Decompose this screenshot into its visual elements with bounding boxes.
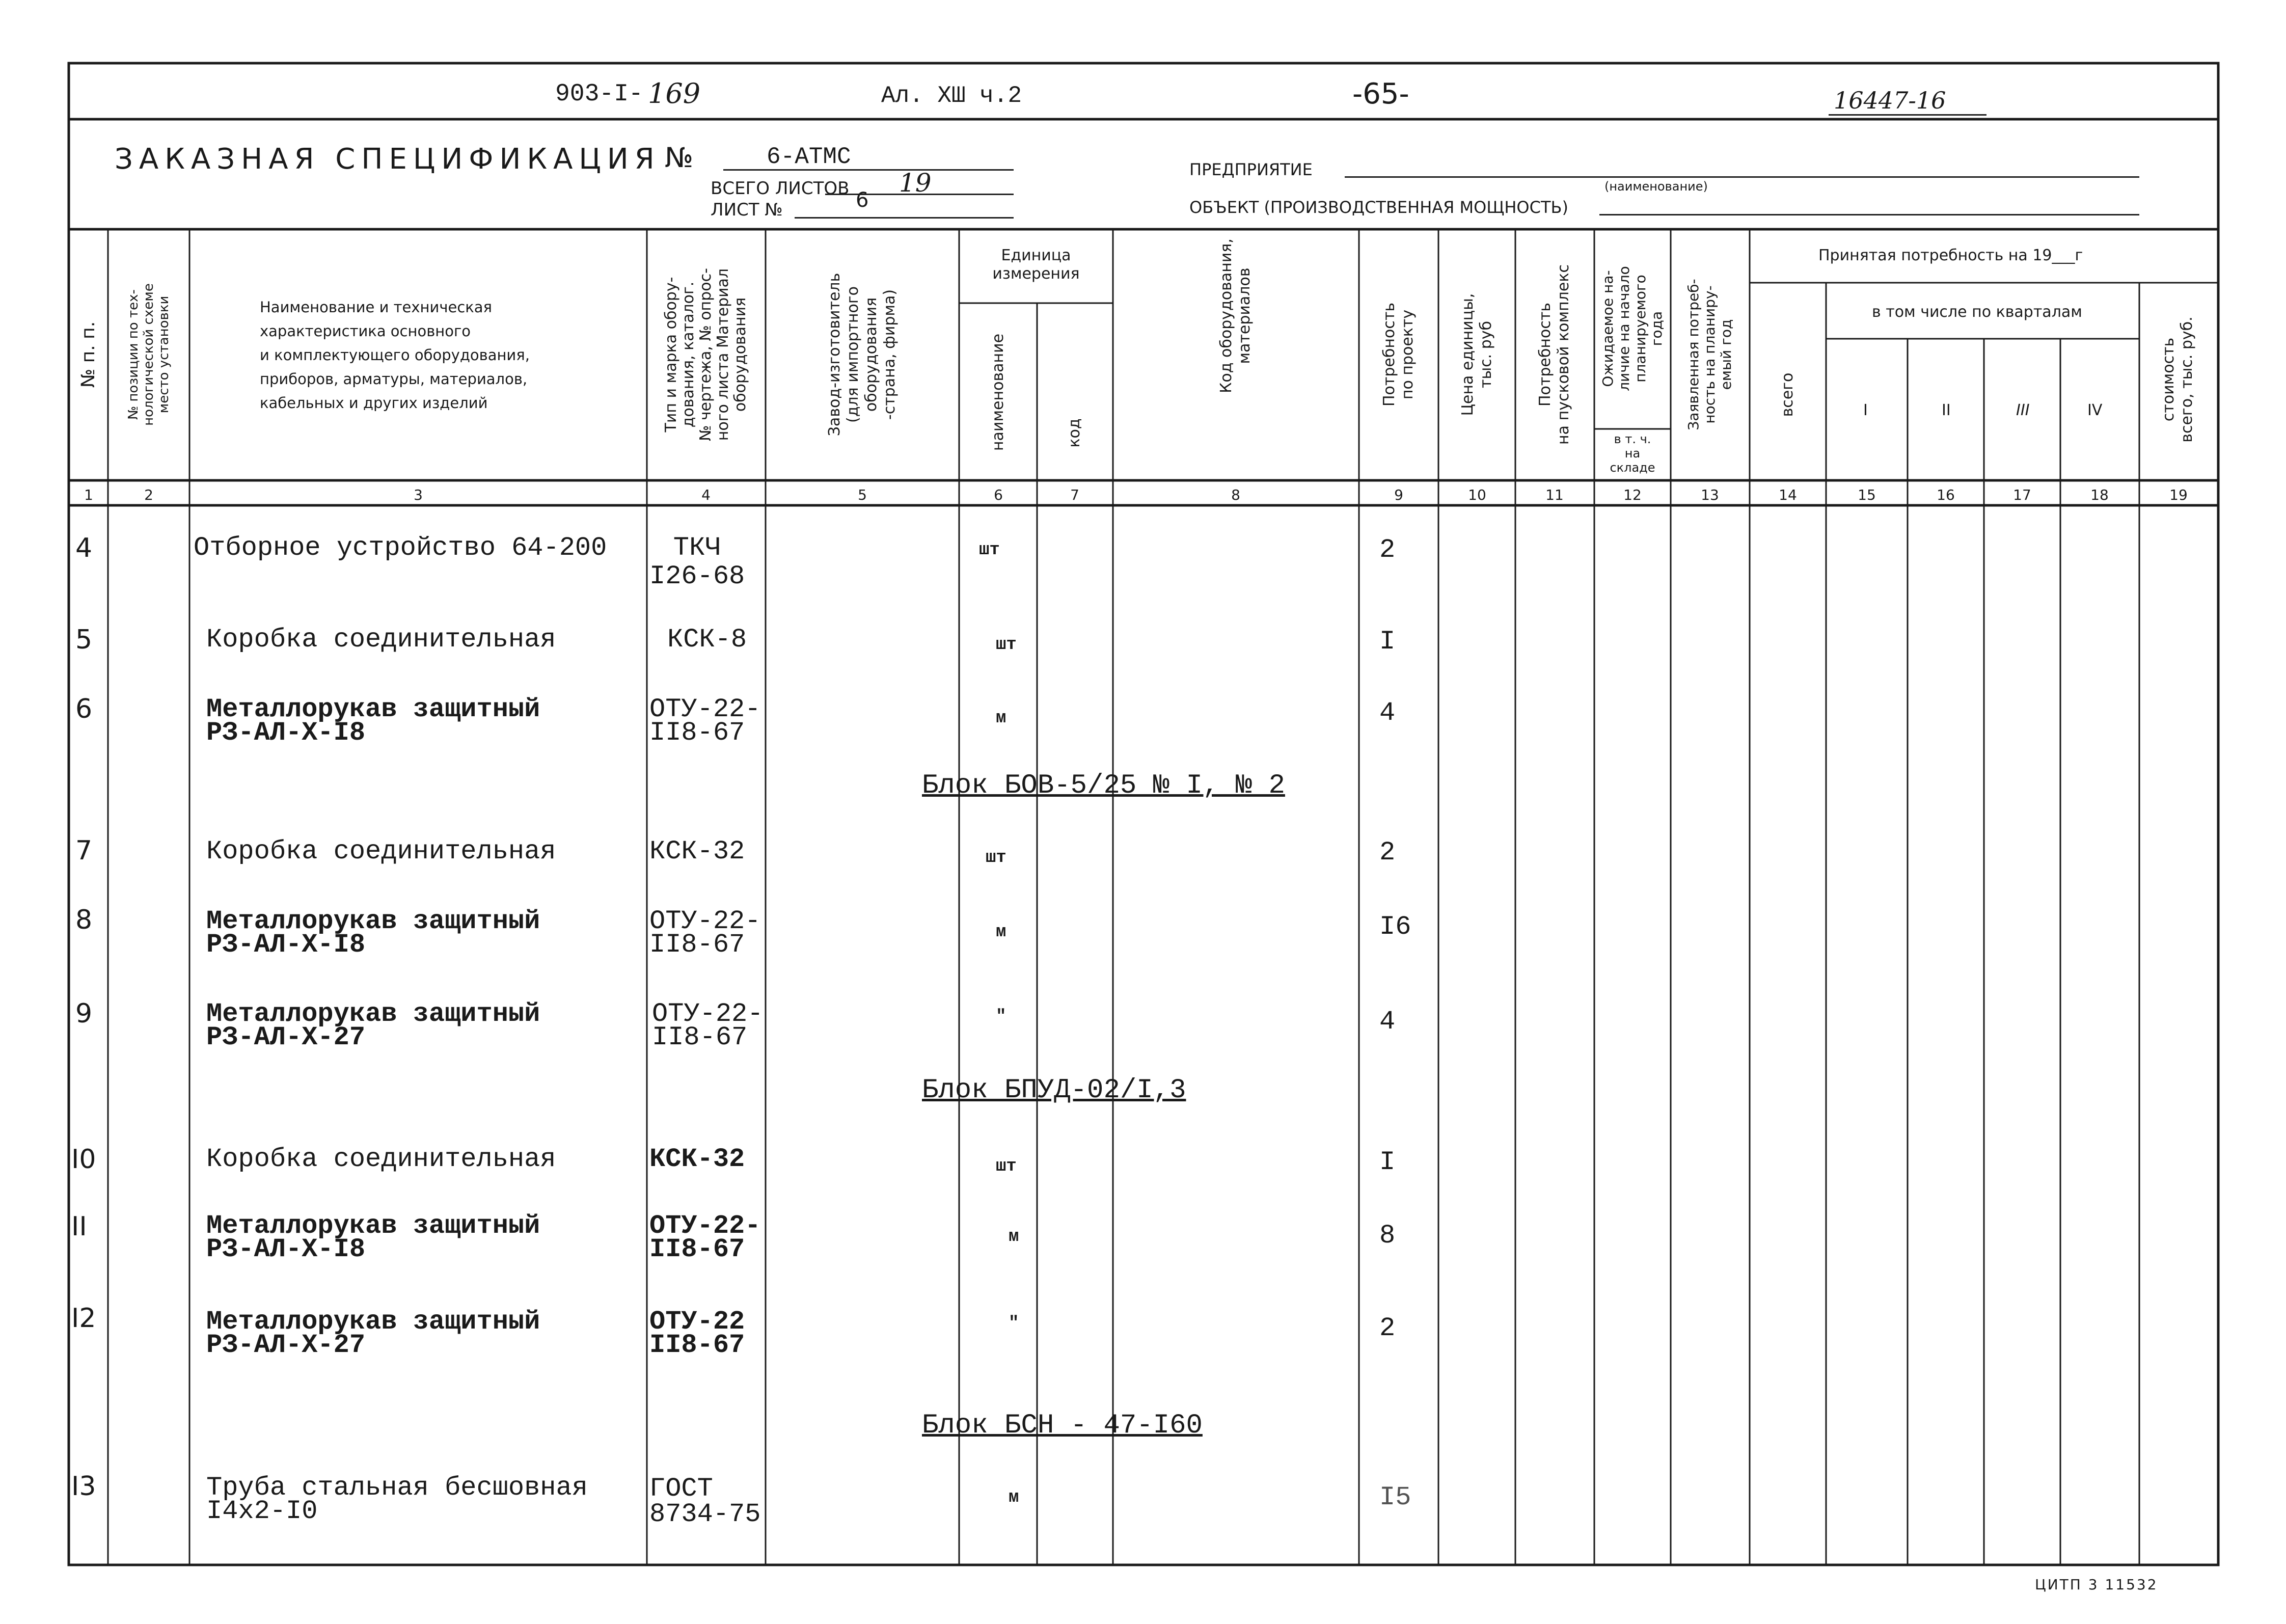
col-7-header: код bbox=[1066, 418, 1083, 448]
row-number: 9 bbox=[75, 998, 93, 1029]
col-11-header: Потребность на пусковой комплекс bbox=[1536, 264, 1572, 445]
object-line bbox=[1599, 214, 2139, 215]
col-number: 17 bbox=[2013, 486, 2031, 503]
row-name: Коробка соединительная bbox=[206, 836, 556, 867]
col-number: 3 bbox=[414, 486, 423, 503]
block-subheading: Блок БСН - 47-I60 bbox=[922, 1410, 1203, 1441]
footer-stamp: ЦИТП 3 11532 bbox=[2035, 1576, 2158, 1593]
row-number: 4 bbox=[75, 533, 93, 563]
row-number: 7 bbox=[75, 835, 93, 866]
enterprise-line bbox=[1345, 176, 2139, 178]
quarters-group-header: в том числе по кварталам bbox=[1872, 303, 2082, 321]
col-number: 12 bbox=[1623, 486, 1642, 503]
album-label: Ал. XШ ч.2 bbox=[881, 83, 1022, 109]
row-number: II bbox=[71, 1211, 87, 1242]
row-type: КСК-32 bbox=[649, 836, 745, 867]
row-unit: м bbox=[996, 709, 1006, 728]
naming-note: (наименование) bbox=[1604, 179, 1708, 194]
row-unit: шт bbox=[979, 540, 1000, 560]
col-number: 16 bbox=[1937, 486, 1955, 503]
row-unit: м bbox=[996, 923, 1006, 942]
row-number: I0 bbox=[71, 1144, 96, 1175]
col-number: 10 bbox=[1468, 486, 1486, 503]
col-3-header: Наименование и техническая характеристика основного и комплектующего оборудования, приборов, арматуры, материалов, кабельных и других изделий bbox=[260, 299, 530, 412]
col-19-header: стоимость всего, тыс. руб. bbox=[2160, 316, 2196, 443]
row-qty: I bbox=[1379, 1147, 1396, 1177]
sheets-total-label: ВСЕГО ЛИСТОВ bbox=[711, 178, 850, 199]
row-unit: м bbox=[1009, 1227, 1019, 1247]
row-name: Металлорукав защитный РЗ-АЛ-Х-I8 bbox=[206, 1211, 540, 1264]
row-unit: шт bbox=[986, 848, 1006, 868]
col-2-header: № позиции по тех- нологической схеме место установки bbox=[126, 283, 172, 426]
row-number: 6 bbox=[75, 694, 93, 724]
col-number: 9 bbox=[1394, 486, 1403, 503]
row-type: ОТУ-22- II8-67 bbox=[649, 694, 761, 748]
row-type: ОТУ-22- II8-67 bbox=[649, 906, 761, 960]
form-title: ЗАКАЗНАЯ СПЕЦИФИКАЦИЯ bbox=[115, 143, 661, 176]
col-18-header: IV bbox=[2087, 401, 2103, 419]
row-type: ГОСТ 8734-75 bbox=[649, 1474, 761, 1529]
doc-prefix: 903-I- bbox=[555, 80, 643, 108]
sheet-label: ЛИСТ № bbox=[711, 200, 783, 220]
row-unit: " bbox=[1009, 1314, 1019, 1333]
col-number: 1 bbox=[84, 486, 93, 503]
row-qty: 2 bbox=[1379, 837, 1396, 868]
row-type: ТКЧ I26-68 bbox=[649, 533, 745, 591]
col-17-header: III bbox=[2016, 401, 2030, 419]
col-number: 18 bbox=[2090, 486, 2109, 503]
row-type: ОТУ-22- II8-67 bbox=[652, 999, 764, 1052]
unit-group-header: Единица измерения bbox=[992, 247, 1080, 283]
sheets-total-line bbox=[825, 194, 1014, 195]
row-unit: м bbox=[1009, 1488, 1019, 1507]
col-15-header: I bbox=[1863, 401, 1868, 419]
col-number: 14 bbox=[1779, 486, 1797, 503]
row-name: Металлорукав защитный РЗ-АЛ-Х-27 bbox=[206, 1307, 540, 1360]
row-qty: 4 bbox=[1379, 698, 1396, 728]
enterprise-label: ПРЕДПРИЯТИЕ bbox=[1189, 160, 1313, 179]
row-name: Металлорукав защитный РЗ-АЛ-Х-27 bbox=[206, 999, 540, 1052]
col-number: 19 bbox=[2169, 486, 2188, 503]
col-number: 11 bbox=[1545, 486, 1564, 503]
row-qty: I5 bbox=[1379, 1482, 1411, 1512]
row-name: Труба стальная бесшовная I4х2-I0 bbox=[206, 1473, 588, 1526]
sheets-total: 19 bbox=[899, 168, 932, 198]
block-subheading: Блок БПУД-02/I,3 bbox=[922, 1075, 1186, 1106]
doc-number: 169 bbox=[648, 77, 701, 110]
spec-number-line bbox=[723, 169, 1014, 171]
row-qty: 2 bbox=[1379, 535, 1396, 565]
sheet-number: 6 bbox=[856, 188, 869, 212]
row-number: 5 bbox=[75, 625, 93, 655]
sheet-line bbox=[795, 217, 1014, 219]
col-6-header: наименование bbox=[989, 333, 1007, 451]
row-qty: I bbox=[1379, 627, 1396, 657]
col-5-header: Завод-изготовитель (для импортного оборудования -страна, фирма) bbox=[826, 273, 899, 437]
block-subheading: Блок БОВ-5/25 № I, № 2 bbox=[922, 770, 1285, 801]
col-13-header: Заявленная потреб- ность на планиру- емый год bbox=[1685, 279, 1734, 430]
col-number: 6 bbox=[994, 486, 1003, 503]
row-type: ОТУ-22- II8-67 bbox=[649, 1211, 761, 1264]
row-qty: 8 bbox=[1379, 1221, 1396, 1251]
spec-number: 6-АТМС bbox=[767, 144, 851, 170]
col-10-header: Цена единицы, тыс. руб bbox=[1459, 293, 1495, 416]
col-number: 15 bbox=[1858, 486, 1876, 503]
object-label: ОБЪЕКТ (ПРОИЗВОДСТВЕННАЯ МОЩНОСТЬ) bbox=[1189, 198, 1568, 217]
page-number: -65- bbox=[1352, 77, 1409, 111]
col-12-header: Ожидаемое на- личие на начало планируемого года bbox=[1599, 266, 1665, 391]
row-name: Металлорукав защитный РЗ-АЛ-Х-I8 bbox=[206, 694, 540, 748]
archive-underline bbox=[1829, 114, 1986, 116]
row-unit: шт bbox=[996, 1157, 1017, 1176]
col-number: 2 bbox=[144, 486, 153, 503]
col-9-header: Потребность по проекту bbox=[1380, 302, 1417, 407]
col-number: 7 bbox=[1070, 486, 1079, 503]
archive-number: 16447-16 bbox=[1834, 87, 1946, 114]
col-number: 4 bbox=[701, 486, 711, 503]
col-4-header: Тип и марка обору- дования, каталог. № чертежа, № опрос- ного листа Материал оборудования bbox=[662, 268, 749, 441]
col-1-header: № п. п. bbox=[78, 321, 99, 388]
col-12-sub-header: в т. ч. на складе bbox=[1610, 432, 1655, 475]
row-name: Отборное устройство 64-200 bbox=[194, 533, 607, 563]
row-type: КСК-8 bbox=[667, 625, 747, 655]
row-name: Коробка соединительная bbox=[206, 1144, 556, 1174]
col-number: 8 bbox=[1231, 486, 1240, 503]
row-qty: I6 bbox=[1379, 912, 1411, 942]
number-label: № bbox=[665, 142, 694, 174]
row-number: I3 bbox=[71, 1471, 96, 1502]
col-16-header: II bbox=[1942, 401, 1951, 419]
row-unit: " bbox=[996, 1007, 1006, 1026]
row-qty: 2 bbox=[1379, 1313, 1396, 1343]
row-name: Коробка соединительная bbox=[206, 625, 556, 655]
row-type: ОТУ-22 II8-67 bbox=[649, 1307, 745, 1360]
row-number: 8 bbox=[75, 905, 93, 935]
col-8-header: Код оборудования, материалов bbox=[1217, 238, 1254, 393]
col-14-header: всего bbox=[1779, 372, 1797, 417]
row-type: КСК-32 bbox=[649, 1144, 745, 1174]
row-name: Металлорукав защитный РЗ-АЛ-Х-I8 bbox=[206, 906, 540, 960]
col-number: 5 bbox=[858, 486, 867, 503]
row-number: I2 bbox=[71, 1303, 96, 1334]
row-unit: шт bbox=[996, 635, 1017, 655]
row-qty: 4 bbox=[1379, 1007, 1396, 1037]
accepted-group-header: Принятая потребность на 19___г bbox=[1818, 247, 2083, 264]
col-number: 13 bbox=[1701, 486, 1719, 503]
